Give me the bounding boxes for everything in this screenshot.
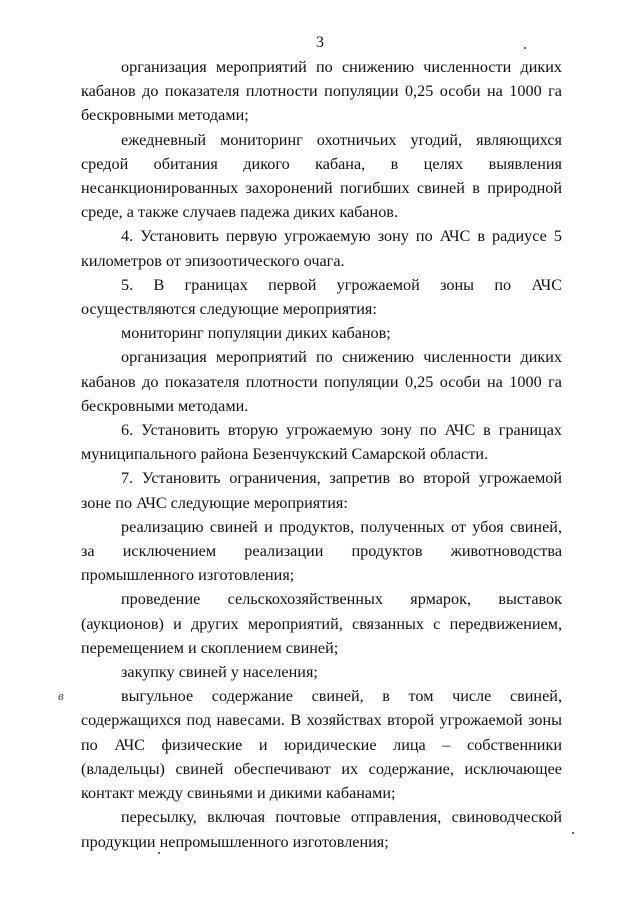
document-body — [81, 55, 562, 854]
paragraph-2: ежедневный мониторинг охотничьих угодий, являющихся средой обитания дикого кабана, в целях выявления несанкционированных захоронений погибших свиней в природной среде, а также случаев падежа диких кабанов. — [81, 130, 562, 222]
page-number: 3 — [316, 34, 324, 51]
paragraph-9: реализацию свиней и продуктов, полученных от убоя свиней, за исключением реализации продуктов животноводства промышленного изготовления; — [81, 517, 562, 585]
paragraph-6: организация мероприятий по снижению численности диких кабанов до показателя плотности популяции 0,25 особи на 1000 га бескровными методами. — [81, 348, 562, 415]
paragraph-12: выгульное содержание свиней, в том числе свиней, содержащихся под навесами. В хозяйствах второй угрожаемой зоны по АЧС физические и юридические лица – собственники (владельцы) свиней обеспечивают их содержание, исключающее контакт между свиньями и дикими кабанами; — [81, 687, 562, 803]
margin-handwritten-mark: в — [58, 688, 64, 703]
paragraph-13: пересылку, включая почтовые отправления, свиноводческой продукции непромышленного изготовления; — [81, 808, 562, 851]
paragraph-5: мониторинг популяции диких кабанов; — [121, 324, 391, 343]
paragraph-11: закупку свиней у населения; — [121, 663, 318, 682]
paragraph-8: 7. Установить ограничения, запретив во второй угрожаемой зоне по АЧС следующие мероприятия: — [81, 469, 562, 512]
scan-speck — [524, 47, 526, 49]
paragraph-4: 5. В границах первой угрожаемой зоны по АЧС осуществляются следующие мероприятия: — [81, 275, 562, 319]
scan-speck — [572, 832, 574, 834]
scan-speck — [158, 852, 160, 854]
paragraph-10: проведение сельскохозяйственных ярмарок, выставок (аукционов) и других мероприятий, связанных с передвижением, перемещением и скоплением свиней; — [81, 590, 562, 657]
paragraph-7: 6. Установить вторую угрожаемую зону по АЧС в границах муниципального района Безенчукский Самарской области. — [81, 421, 562, 464]
paragraph-3: 4. Установить первую угрожаемую зону по АЧС в радиусе 5 километров от эпизоотического очага. — [81, 227, 562, 270]
paragraph-1: организация мероприятий по снижению численности диких кабанов до показателя плотности популяции 0,25 особи на 1000 га бескровными методами; — [81, 58, 562, 125]
